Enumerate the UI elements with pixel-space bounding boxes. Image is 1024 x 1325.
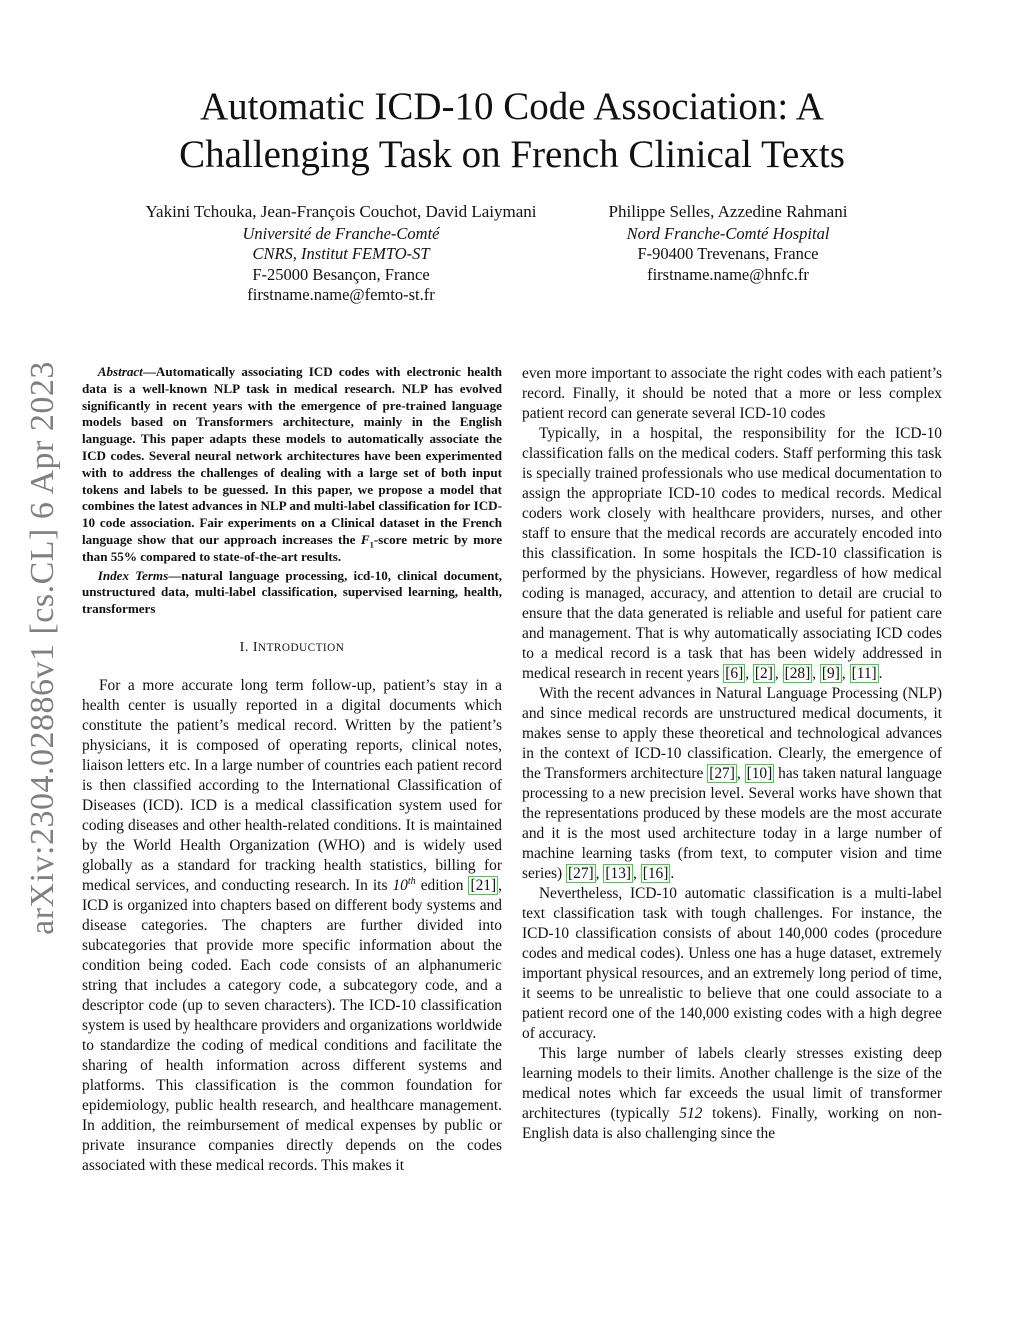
left-column <box>82 364 502 1176</box>
author-block-femto <box>116 202 566 306</box>
arxiv-identifier: arXiv:2304.02886v1 [cs.CL] 6 Apr 2023 <box>24 360 61 935</box>
citation-9[interactable]: [9] <box>821 665 840 682</box>
intro-paragraph-1 <box>82 676 502 1176</box>
author-email-left: firstname.name@femto-st.fr <box>247 285 435 304</box>
author-names-right: Philippe Selles, Azzedine Rahmani <box>608 202 848 221</box>
right-paragraph-labels <box>522 1044 942 1144</box>
title-line-2: Challenging Task on French Clinical Texts <box>179 133 845 176</box>
author-email-right: firstname.name@hnfc.fr <box>647 264 809 284</box>
citation-6[interactable]: [6] <box>725 665 744 682</box>
right-paragraph-coders: Typically, in a hospital, the responsibility for the ICD-10 classification falls on the medical coders. Staff performing this task is specially trained professionals who use medical documentation to assign the appropriate ICD-10 codes to medical records. Medical coders work closely with healthcare providers, nurses, and other staff to ensure that the medical records are accurately encoded into this classification. In some hospitals the ICD-10 classification is performed by the physicians. However, regardless of how medical coding is managed, accuracy, and attention to detail are crucial to ensure that the data generated is reliable and useful for patient care and management. That is why automatically associating ICD codes to a medical record is a task that has been widely addressed in medical research in recent years [6] , [2] , [28] , [9] , [11] . <box>522 425 942 682</box>
citation-2[interactable]: [2] <box>754 665 773 682</box>
abstract-text-1: —Automatically associating ICD codes with electronic health data is a well-known NLP task in medical research. NLP has evolved significantly in recent years with the emergence of pre-trained language models based on Transformers architecture, mainly in the English language. This paper adapts these models to automatically associate the ICD codes. Several neural network architectures have been experimented with to address the challenges of dealing with a large set of both input tokens and labels to be guessed. In this paper, we propose a model that combines the latest advances in NLP and multi-label classification for ICD-10 code association. Fair experiments on a Clinical dataset in the French language show that our approach increases the <box>82 364 502 547</box>
section-number: I. <box>239 639 249 655</box>
affiliation-hospital: Nord Franche-Comté Hospital <box>626 223 830 243</box>
affiliation-university: Université de Franche-Comté <box>242 223 440 243</box>
section-heading-introduction <box>82 638 502 658</box>
section-title-initial: I <box>252 639 259 655</box>
right-paragraph-challenges: Nevertheless, ICD-10 automatic classification is a multi-label text classification task with tough challenges. For instance, the ICD-10 classification consists of about 140,000 codes (procedure codes and medical codes). Unless one has a huge dataset, extremely important physical resources, and an extremely long period of time, it seems to be unrealistic to believe that one could associate to a patient record one of the 140,000 existing codes with a high degree of accuracy. <box>522 885 942 1042</box>
author-names-left: Yakini Tchouka, Jean-François Couchot, David Laiymani <box>145 202 537 221</box>
citation-27[interactable]: [27] <box>709 765 735 782</box>
right-p2-text-b: has taken natural language processing to a new precision level. Several works have shown that the representations produced by these models are the most accurate and it is the most used architecture today in a large number of machine learning tasks (from text, to computer vision and time series) <box>522 765 942 882</box>
arxiv-side-stamp <box>20 360 66 935</box>
index-terms-label: Index Terms <box>97 567 169 583</box>
index-terms <box>82 568 502 618</box>
intro-p1-text-c: , ICD is organized into chapters based on different body systems and disease categories. The chapters are further divided into subcategories that provide more specific information about the condition being coded. Each code consists of an alphanumeric string that includes a category code, a subcategory code, and a descriptor code (up to seven characters). The ICD-10 classification system is used by healthcare providers and organizations worldwide to standardize the coding of medical conditions and facilitate the sharing of health information across different systems and platforms. This classification is the common foundation for epidemiology, public health research, and healthcare management. In addition, the reimbursement of medical expenses by public or private insurance companies directly depends on the codes associated with these medical records. This makes it <box>82 876 502 1174</box>
citation-10[interactable]: [10] <box>746 765 773 782</box>
right-paragraph-nlp: With the recent advances in Natural Language Processing (NLP) and since medical records are unstructured medical documents, it makes sense to apply these theoretical and technological advances in the context of ICD-10 classification. Clearly, the emergence of the Transformers architecture [27] , [10] has taken natural language processing to a new precision level. Several works have shown that the representations produced by these models are the most accurate and it is the most used architecture today in a large number of machine learning tasks (from text, to computer vision and time series) [27] , [13] , [16] . <box>522 685 942 882</box>
f1-subscript: 1 <box>369 539 374 550</box>
citation-28[interactable]: [28] <box>784 665 811 682</box>
right-column <box>522 364 942 1144</box>
paper-title <box>100 83 924 179</box>
citation-11[interactable]: [11] <box>851 665 877 682</box>
citation-16[interactable]: [16] <box>642 865 669 882</box>
title-line-1: Automatic ICD-10 Code Association: A <box>200 85 824 128</box>
affiliation-cnrs: CNRS, Institut FEMTO-ST <box>252 244 430 263</box>
right-p4-text-b: tokens). Finally, working on non-English data is also challenging since the <box>522 1105 942 1142</box>
edition-sup: th <box>407 875 416 887</box>
abstract <box>82 364 502 566</box>
right-p1-text: Typically, in a hospital, the responsibility for the ICD-10 classification falls on the medical coders. Staff performing this task is specially trained professionals who use medical documentation to assign the appropriate ICD-10 codes to medical records. Medical coders work closely with healthcare providers, nurses, and other staff to ensure that the medical records are accurately encoded into this classification. In some hospitals the ICD-10 classification is performed by the physicians. However, regardless of how medical coding is managed, accuracy, and attention to detail are crucial to ensure that the data generated is reliable and useful for patient care and management. That is why automatically associating ICD codes to a medical record is a task that has been widely addressed in medical research in recent years <box>522 425 942 682</box>
right-p2-text-a: With the recent advances in Natural Language Processing (NLP) and since medical records are unstructured medical documents, it makes sense to apply these theoretical and technological advances in the context of ICD-10 classification. Clearly, the emergence of the Transformers architecture <box>522 685 942 782</box>
section-title-rest: NTRODUCTION <box>258 641 345 654</box>
citation-13[interactable]: [13] <box>605 865 632 882</box>
right-paragraph-continued: even more important to associate the right codes with each patient’s record. Finally, it should be noted that a more or less complex patient record can generate several ICD-10 codes <box>522 365 942 422</box>
citation-21[interactable]: [21] <box>470 876 497 894</box>
author-block-hospital <box>588 202 868 285</box>
index-terms-text: —natural language processing, icd-10, clinical document, unstructured data, multi-label classification, supervised learning, health, transformers <box>82 567 502 617</box>
token-limit: 512 <box>679 1105 703 1122</box>
edition-base: 10 <box>392 876 408 894</box>
abstract-text-2: -score metric by more than 55% compared to state-of-the-art results. <box>82 531 503 564</box>
abstract-label: Abstract <box>97 364 143 379</box>
intro-p1-text-a: For a more accurate long term follow-up, patient’s stay in a health center is usually reported in a digital documents which constitute the patient’s medical record. Written by the patient’s physicians, it is composed of operating reports, clinical notes, liaison letters etc. In a large number of countries each patient record is then classified according to the International Classification of Diseases (ICD). ICD is a medical classification system used for coding diseases and other health-related conditions. It is maintained by the World Health Organization (WHO) and is widely used globally as a standard for tracking health statistics, billing for medical services, and conducting research. In its <box>82 676 502 894</box>
f1-symbol: F <box>360 531 370 547</box>
intro-p1-text-b: edition <box>415 876 469 894</box>
citation-27-second[interactable]: [27] <box>568 865 594 882</box>
right-p4-text-a: This large number of labels clearly stresses existing deep learning models to their limits. Another challenge is the size of the medical notes which far exceeds the usual limit of transformer architectures (typically <box>522 1045 942 1122</box>
author-location-left: F-25000 Besançon, France <box>252 264 430 284</box>
author-location-right: F-90400 Trevenans, France <box>637 244 819 263</box>
